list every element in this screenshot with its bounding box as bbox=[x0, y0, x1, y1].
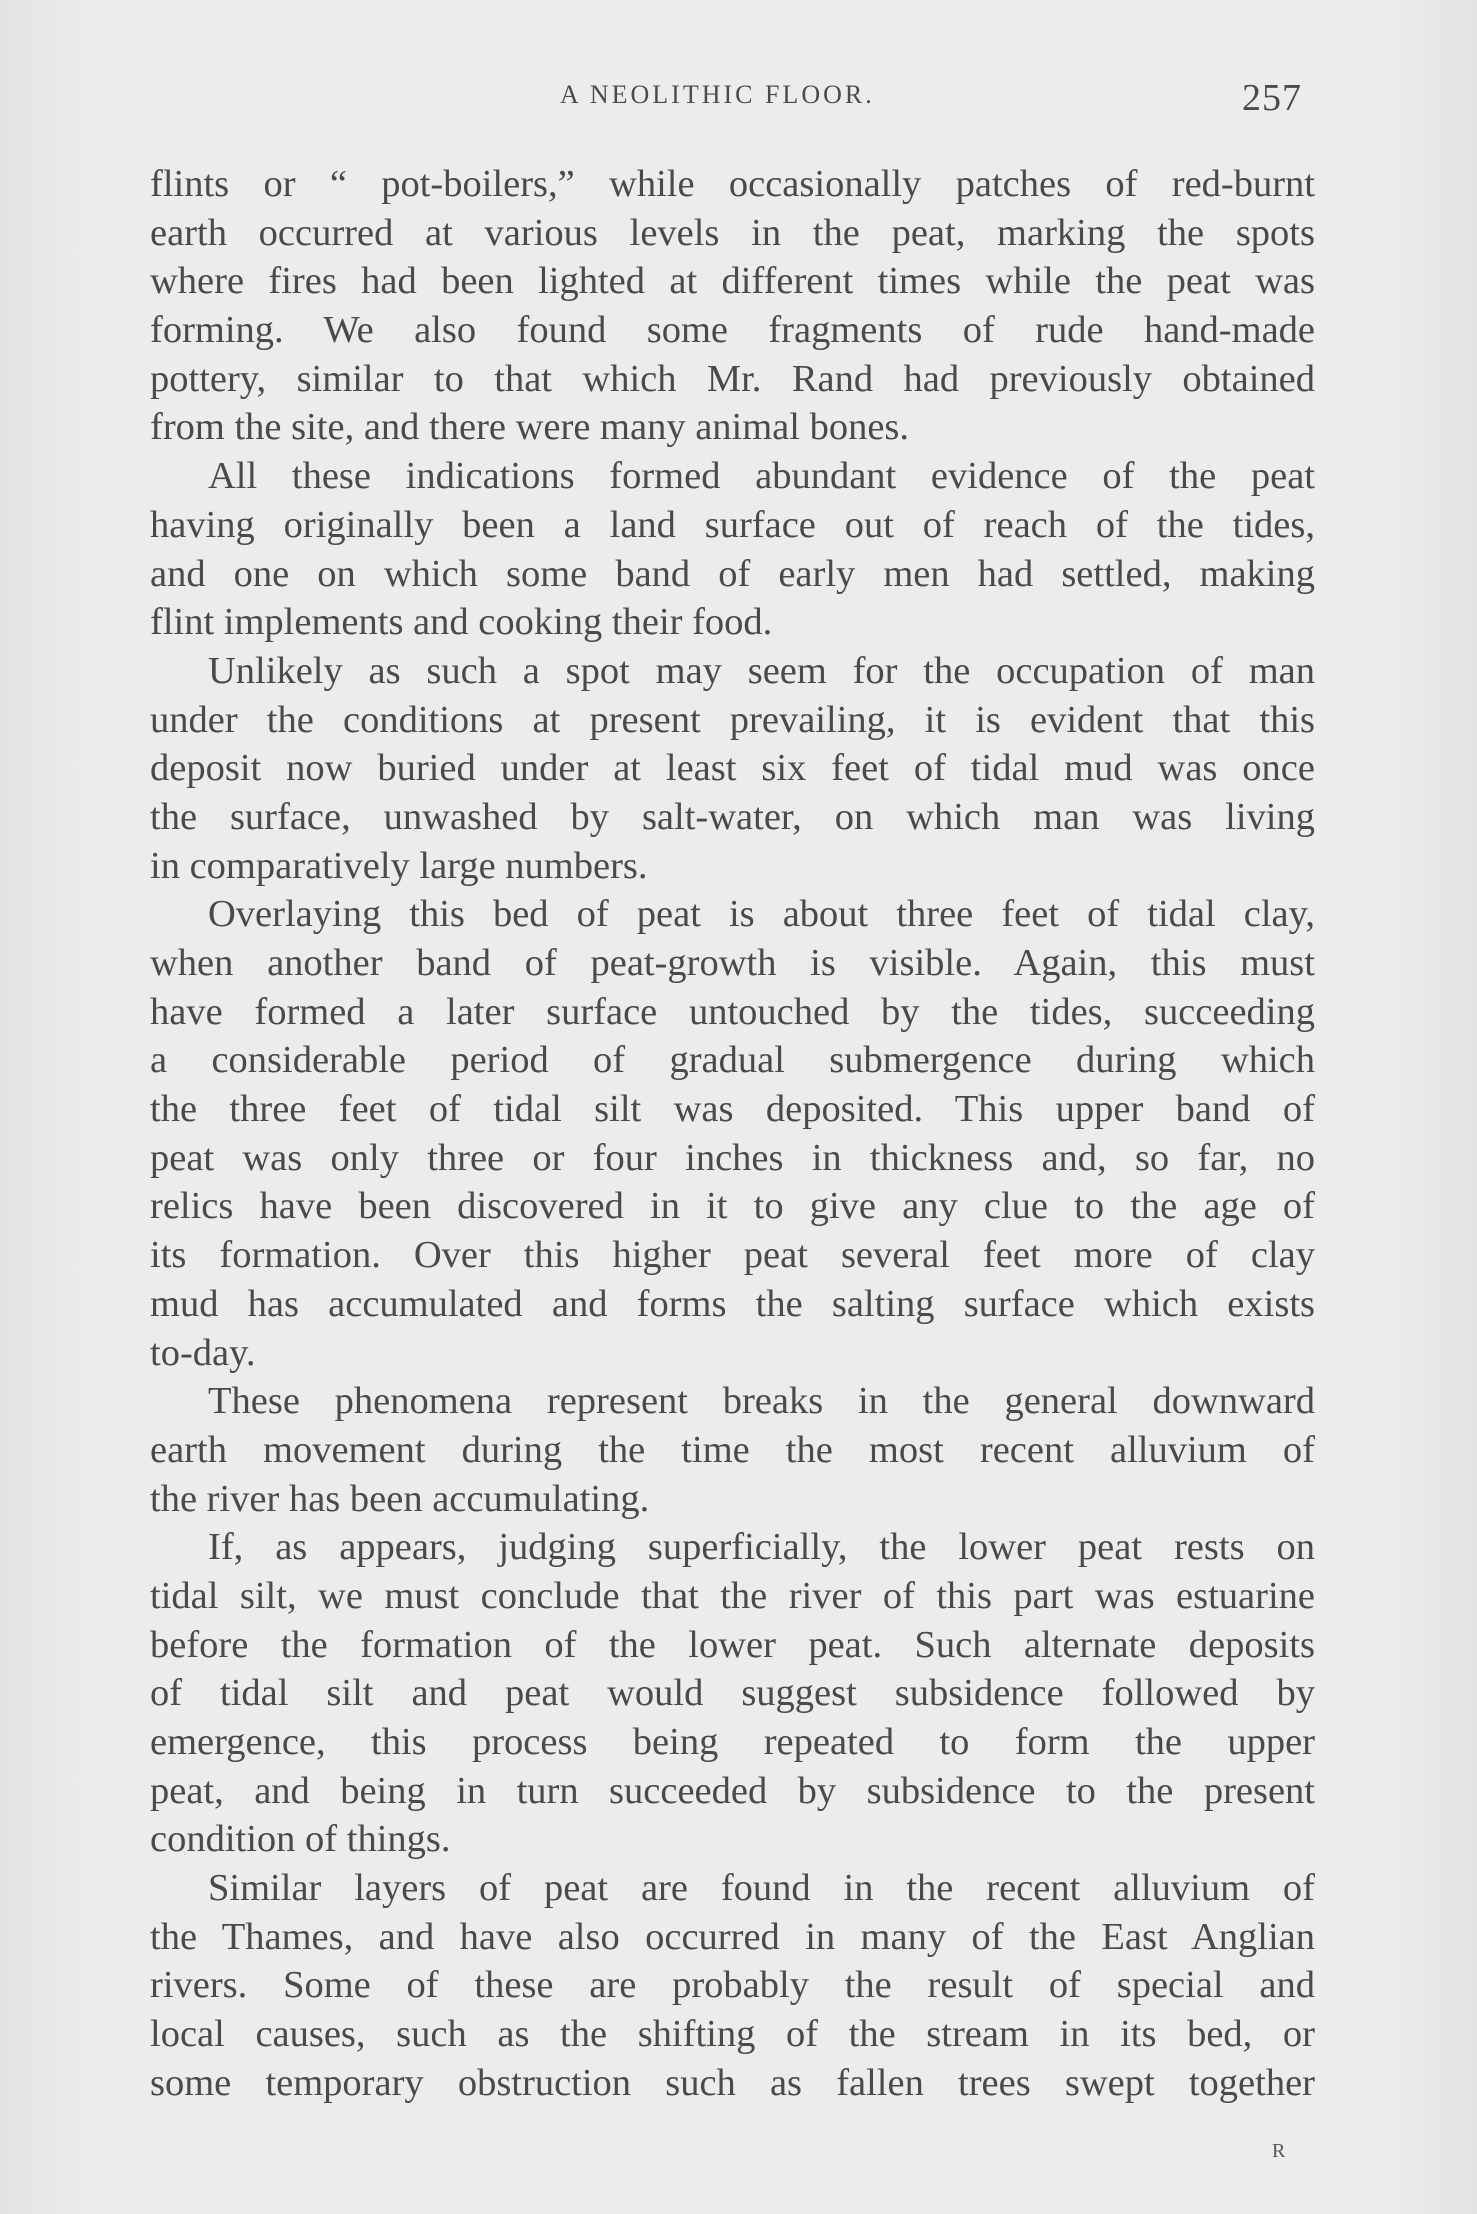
text-line: under the conditions at present prevailing, it is evident that this bbox=[150, 698, 1315, 741]
running-head: A NEOLITHIC FLOOR. bbox=[560, 80, 875, 109]
text-line: a considerable period of gradual submergence during which bbox=[150, 1039, 1315, 1082]
text-line: peat, and being in turn succeeded by subsidence to the present bbox=[150, 1769, 1315, 1812]
text-line: the three feet of tidal silt was deposited. This upper band of bbox=[150, 1088, 1315, 1131]
text-line: of tidal silt and peat would suggest subsidence followed by bbox=[150, 1672, 1315, 1715]
text-line: flints or “ pot-boilers,” while occasionally patches of red-burnt bbox=[150, 163, 1315, 205]
body-text bbox=[150, 160, 1315, 2108]
text-line: its formation. Over this higher peat several feet more of clay bbox=[150, 1234, 1315, 1277]
paragraph bbox=[150, 647, 1315, 890]
text-line: earth movement during the time the most recent alluvium of bbox=[150, 1428, 1315, 1471]
text-line: mud has accumulated and forms the salting surface which exists bbox=[150, 1282, 1315, 1325]
text-line: earth occurred at various levels in the peat, marking the spots bbox=[150, 211, 1315, 254]
text-line: These phenomena represent breaks in the general downward bbox=[208, 1380, 1315, 1423]
text-line: the Thames, and have also occurred in many of the East Anglian bbox=[150, 1915, 1315, 1958]
text-line: peat was only three or four inches in thickness and, so far, no bbox=[150, 1136, 1315, 1179]
text-line: tidal silt, we must conclude that the river of this part was estuarine bbox=[150, 1574, 1315, 1617]
text-line: when another band of peat-growth is visible. Again, this must bbox=[150, 942, 1315, 984]
text-line: condition of things. bbox=[150, 1818, 451, 1861]
text-line: and one on which some band of early men had settled, making bbox=[150, 552, 1315, 595]
text-line: rivers. Some of these are probably the result of special and bbox=[150, 1964, 1315, 2007]
text-line: some temporary obstruction such as fallen trees swept together bbox=[150, 2061, 1315, 2104]
text-line: have formed a later surface untouched by the tides, succeeding bbox=[150, 990, 1315, 1033]
text-line: All these indications formed abundant evidence of the peat bbox=[208, 455, 1315, 498]
paragraph bbox=[150, 1523, 1315, 1864]
text-line: pottery, similar to that which Mr. Rand had previously obtained bbox=[150, 357, 1315, 400]
text-line: Overlaying this bed of peat is about three feet of tidal clay, bbox=[208, 893, 1315, 936]
paragraph bbox=[150, 452, 1315, 647]
text-line: If, as appears, judging superficially, the lower peat rests on bbox=[208, 1526, 1315, 1569]
text-line: local causes, such as the shifting of the stream in its bed, or bbox=[150, 2013, 1315, 2056]
paragraph bbox=[150, 1864, 1315, 2107]
text-line: in comparatively large numbers. bbox=[150, 844, 648, 887]
page-number: 257 bbox=[1242, 77, 1302, 119]
text-line: forming. We also found some fragments of rude hand-made bbox=[150, 309, 1315, 352]
paragraph bbox=[150, 160, 1315, 452]
text-line: from the site, and there were many animal bones. bbox=[150, 406, 910, 449]
text-line: where fires had been lighted at different times while the peat was bbox=[150, 260, 1315, 303]
text-line: emergence, this process being repeated to form the upper bbox=[150, 1721, 1315, 1763]
text-line: flint implements and cooking their food. bbox=[150, 601, 773, 644]
text-line: the river has been accumulating. bbox=[150, 1477, 650, 1520]
text-line: Similar layers of peat are found in the recent alluvium of bbox=[208, 1867, 1315, 1910]
paragraph bbox=[150, 890, 1315, 1377]
text-line: Unlikely as such a spot may seem for the occupation of man bbox=[208, 649, 1315, 692]
text-line: to-day. bbox=[150, 1331, 256, 1374]
text-line: before the formation of the lower peat. Such alternate deposits bbox=[150, 1623, 1315, 1666]
text-line: having originally been a land surface out of reach of the tides, bbox=[150, 503, 1315, 546]
signature-mark: R bbox=[1272, 2140, 1287, 2162]
text-line: the surface, unwashed by salt-water, on which man was living bbox=[150, 795, 1315, 838]
paragraph bbox=[150, 1377, 1315, 1523]
text-line: deposit now buried under at least six feet of tidal mud was once bbox=[150, 747, 1315, 790]
text-line: relics have been discovered in it to give any clue to the age of bbox=[150, 1185, 1315, 1228]
